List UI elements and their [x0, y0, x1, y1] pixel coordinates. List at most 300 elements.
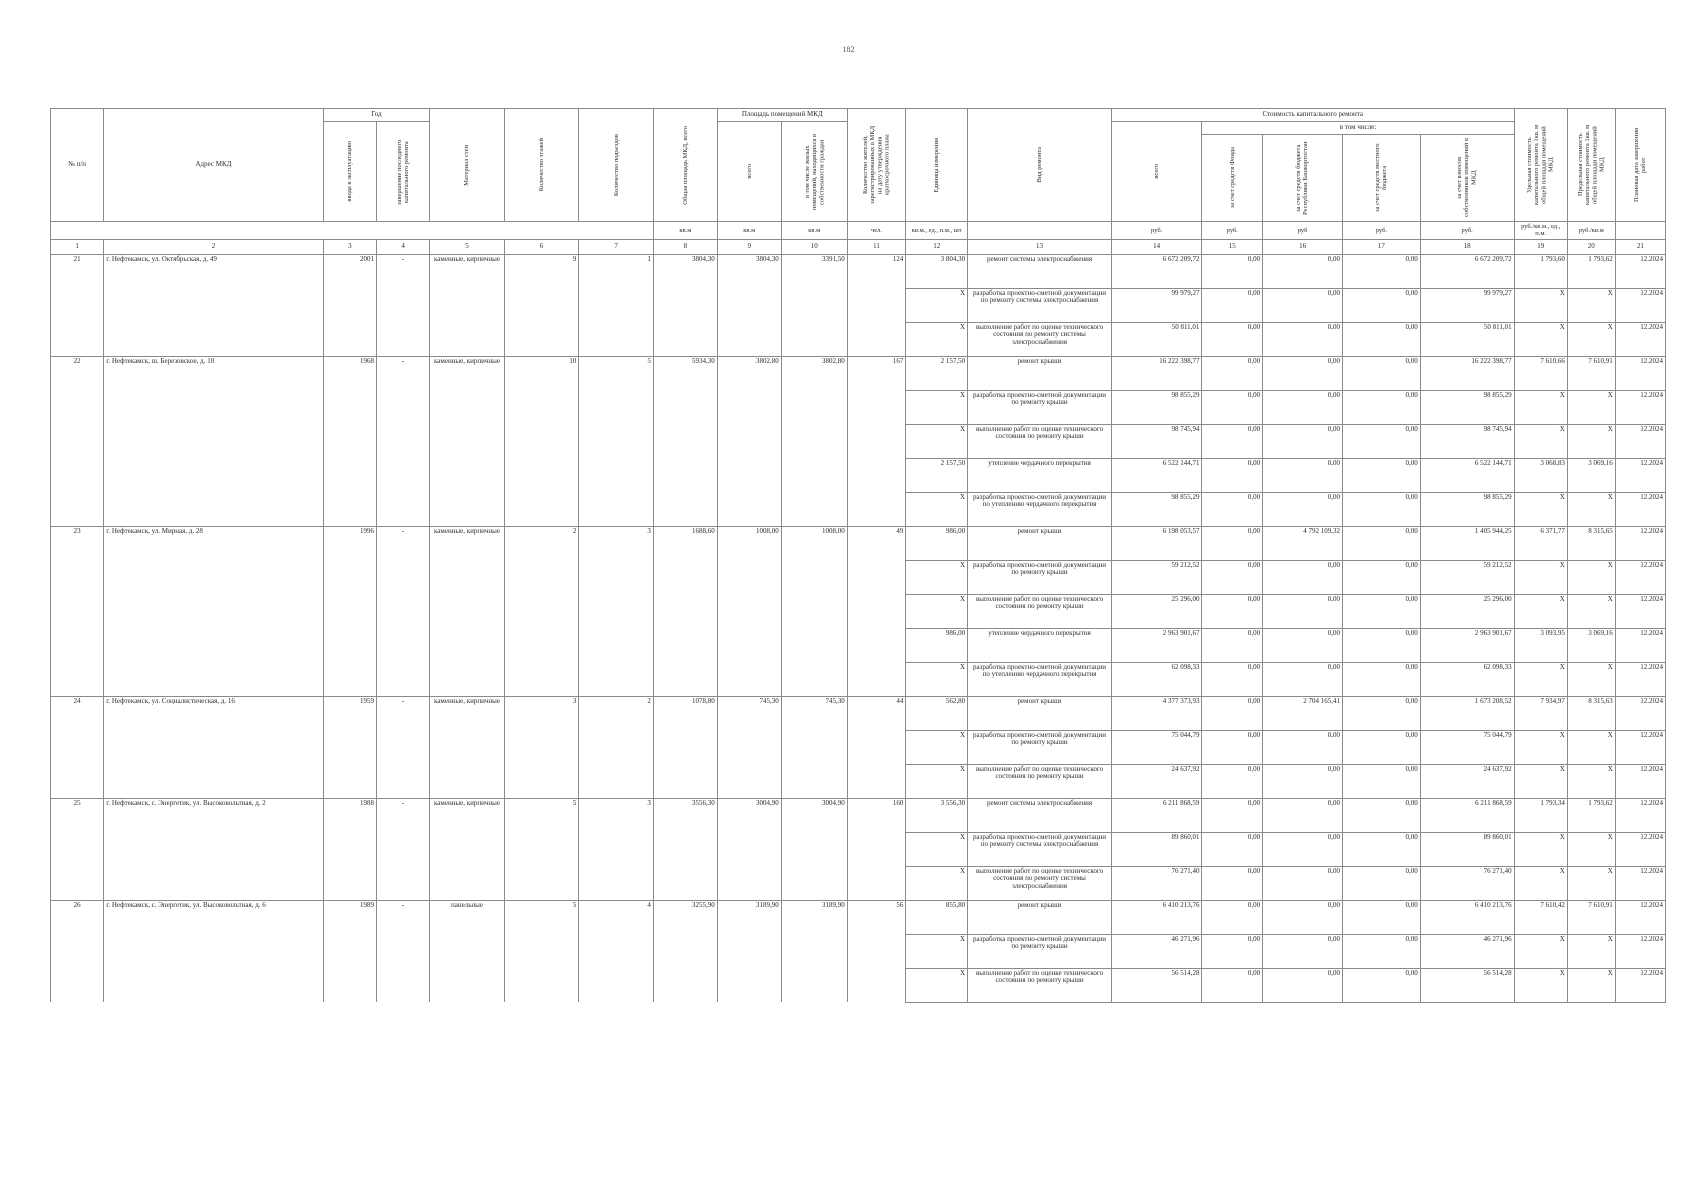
- year-last-repair: -: [376, 900, 429, 934]
- floors-count: 5: [504, 798, 579, 832]
- header-year-last-repair: завершение последнего капитального ремонта: [376, 122, 429, 222]
- floors-count: [504, 492, 579, 526]
- repair-register-table: [50, 108, 1666, 1003]
- deadline: 12.2024: [1615, 900, 1665, 934]
- cost-owners: 1 405 944,25: [1420, 526, 1514, 560]
- year-commission: 1959: [323, 696, 376, 730]
- cost-owners: 6 211 868,59: [1420, 798, 1514, 832]
- deadline: 12.2024: [1615, 764, 1665, 798]
- premises-total: [717, 730, 781, 764]
- cost-local: 0,00: [1343, 662, 1421, 696]
- work-type: разработка проектно-сметной документации по ремонту системы электроснабжения: [968, 288, 1112, 322]
- work-type: утепление чердачного перекрытия: [968, 458, 1112, 492]
- cost-republic: 0,00: [1263, 322, 1343, 356]
- max-cost: X: [1567, 390, 1615, 424]
- year-last-repair: -: [376, 526, 429, 560]
- cost-local: 0,00: [1343, 322, 1421, 356]
- header-max-cost: Предельная стоимость капитального ремонта 1кв. м общей площади помещений МКД: [1567, 109, 1615, 222]
- wall-material: [430, 968, 505, 1002]
- deadline: 12.2024: [1615, 492, 1665, 526]
- cost-fund: 0,00: [1202, 322, 1263, 356]
- table-row: [51, 424, 1666, 458]
- column-number: 18: [1420, 239, 1514, 254]
- cost-owners: 98 855,29: [1420, 390, 1514, 424]
- unit-cell: кв.м: [653, 222, 717, 240]
- cost-total: 24 637,92: [1111, 764, 1202, 798]
- year-commission: [323, 662, 376, 696]
- column-number: 19: [1514, 239, 1567, 254]
- total-area: [653, 968, 717, 1002]
- cost-local: 0,00: [1343, 696, 1421, 730]
- deadline: 12.2024: [1615, 322, 1665, 356]
- cost-owners: 59 212,52: [1420, 560, 1514, 594]
- max-cost: 7 610,91: [1567, 356, 1615, 390]
- cost-total: 75 044,79: [1111, 730, 1202, 764]
- total-area: [653, 730, 717, 764]
- column-number: 11: [847, 239, 906, 254]
- header-cost-fund: за счет средств Фонда: [1202, 135, 1263, 222]
- unit-cost: X: [1514, 288, 1567, 322]
- residents-count: [847, 390, 906, 424]
- house-address: г. Нефтекамск, ул. Социалистическая, д. 16: [104, 696, 323, 730]
- wall-material: [430, 424, 505, 458]
- premises-residential: [781, 458, 847, 492]
- table-row: [51, 288, 1666, 322]
- residents-count: [847, 322, 906, 356]
- work-type: ремонт крыши: [968, 696, 1112, 730]
- cost-total: 89 860,01: [1111, 832, 1202, 866]
- table-row: [51, 458, 1666, 492]
- max-cost: X: [1567, 968, 1615, 1002]
- deadline: 12.2024: [1615, 628, 1665, 662]
- cost-owners: 2 963 901,67: [1420, 628, 1514, 662]
- cost-total: 59 212,52: [1111, 560, 1202, 594]
- work-unit: X: [906, 866, 968, 900]
- cost-local: 0,00: [1343, 288, 1421, 322]
- work-unit: 3 804,30: [906, 254, 968, 288]
- cost-fund: 0,00: [1202, 424, 1263, 458]
- floors-count: [504, 730, 579, 764]
- cost-total: 6 672 209,72: [1111, 254, 1202, 288]
- cost-local: 0,00: [1343, 390, 1421, 424]
- floors-count: 9: [504, 254, 579, 288]
- wall-material: [430, 288, 505, 322]
- deadline: 12.2024: [1615, 288, 1665, 322]
- cost-republic: 0,00: [1263, 968, 1343, 1002]
- table-row: [51, 526, 1666, 560]
- entrances-count: [579, 288, 654, 322]
- wall-material: каменные, кирпичные: [430, 798, 505, 832]
- table-row: [51, 900, 1666, 934]
- premises-total: [717, 322, 781, 356]
- cost-owners: 16 222 398,77: [1420, 356, 1514, 390]
- work-unit: 562,80: [906, 696, 968, 730]
- entrances-count: 3: [579, 526, 654, 560]
- premises-residential: [781, 424, 847, 458]
- cost-local: 0,00: [1343, 764, 1421, 798]
- work-type: выполнение работ по оценке технического состояния по ремонту крыши: [968, 594, 1112, 628]
- year-commission: [323, 390, 376, 424]
- column-number: 5: [430, 239, 505, 254]
- cost-republic: 0,00: [1263, 662, 1343, 696]
- cost-republic: 4 792 109,32: [1263, 526, 1343, 560]
- premises-residential: [781, 288, 847, 322]
- header-unit-cost: Удельная стоимость капитального ремонта 1кв. м общей площади помещений МКД: [1514, 109, 1567, 222]
- table-row: [51, 696, 1666, 730]
- floors-count: 2: [504, 526, 579, 560]
- header-entrances: Количество подъездов: [579, 109, 654, 222]
- entrances-count: [579, 832, 654, 866]
- cost-fund: 0,00: [1202, 934, 1263, 968]
- cost-owners: 76 271,40: [1420, 866, 1514, 900]
- cost-owners: 56 514,28: [1420, 968, 1514, 1002]
- unit-cell: руб: [1263, 222, 1343, 240]
- residents-count: [847, 594, 906, 628]
- cost-owners: 98 855,29: [1420, 492, 1514, 526]
- column-number: 6: [504, 239, 579, 254]
- floors-count: [504, 628, 579, 662]
- residents-count: [847, 662, 906, 696]
- table-row: [51, 390, 1666, 424]
- cost-fund: 0,00: [1202, 458, 1263, 492]
- cost-republic: 0,00: [1263, 424, 1343, 458]
- deadline: 12.2024: [1615, 662, 1665, 696]
- premises-total: 3004,90: [717, 798, 781, 832]
- entrances-count: [579, 322, 654, 356]
- floors-count: [504, 390, 579, 424]
- house-address: [104, 866, 323, 900]
- year-commission: [323, 730, 376, 764]
- header-cost-republic: за счет средств бюджета Республики Башкортостан: [1263, 135, 1343, 222]
- max-cost: X: [1567, 934, 1615, 968]
- deadline: 12.2024: [1615, 458, 1665, 492]
- max-cost: 3 069,16: [1567, 628, 1615, 662]
- residents-count: [847, 288, 906, 322]
- premises-residential: 3802,80: [781, 356, 847, 390]
- work-unit: X: [906, 390, 968, 424]
- header-year-commission: ввода в эксплуатацию: [323, 122, 376, 222]
- unit-cost: 7 610,42: [1514, 900, 1567, 934]
- house-address: [104, 288, 323, 322]
- cost-total: 6 211 868,59: [1111, 798, 1202, 832]
- year-commission: [323, 458, 376, 492]
- entrances-count: [579, 594, 654, 628]
- year-last-repair: -: [376, 798, 429, 832]
- cost-republic: 0,00: [1263, 492, 1343, 526]
- total-area: 3556,30: [653, 798, 717, 832]
- header-premises-residential: в том числе жилых помещений, находящихся в собственности граждан: [781, 122, 847, 222]
- floors-count: [504, 832, 579, 866]
- table-row: [51, 730, 1666, 764]
- unit-cell: кв.м: [717, 222, 781, 240]
- wall-material: [430, 492, 505, 526]
- entrances-count: 1: [579, 254, 654, 288]
- year-last-repair: [376, 934, 429, 968]
- house-address: [104, 560, 323, 594]
- work-unit: X: [906, 662, 968, 696]
- wall-material: [430, 866, 505, 900]
- work-type: выполнение работ по оценке технического состояния по ремонту крыши: [968, 968, 1112, 1002]
- deadline: 12.2024: [1615, 424, 1665, 458]
- premises-total: [717, 288, 781, 322]
- cost-owners: 62 098,33: [1420, 662, 1514, 696]
- header-residents: Количество жителей, зарегистрированных в МКД на дату утверждения краткосрочного плана: [847, 109, 906, 222]
- house-address: [104, 322, 323, 356]
- cost-owners: 75 044,79: [1420, 730, 1514, 764]
- max-cost: 8 315,63: [1567, 696, 1615, 730]
- house-num: 21: [51, 254, 104, 288]
- unit-cost: 6 371,77: [1514, 526, 1567, 560]
- entrances-count: 2: [579, 696, 654, 730]
- wall-material: [430, 662, 505, 696]
- max-cost: X: [1567, 832, 1615, 866]
- floors-count: [504, 934, 579, 968]
- entrances-count: [579, 934, 654, 968]
- wall-material: [430, 934, 505, 968]
- max-cost: X: [1567, 594, 1615, 628]
- floors-count: [504, 594, 579, 628]
- total-area: 5934,30: [653, 356, 717, 390]
- wall-material: [430, 628, 505, 662]
- work-type: ремонт системы электроснабжения: [968, 254, 1112, 288]
- cost-republic: 0,00: [1263, 900, 1343, 934]
- max-cost: 1 793,62: [1567, 254, 1615, 288]
- total-area: [653, 934, 717, 968]
- column-number-row: [51, 239, 1666, 254]
- column-number: 16: [1263, 239, 1343, 254]
- cost-local: 0,00: [1343, 560, 1421, 594]
- unit-cost: 7 610,66: [1514, 356, 1567, 390]
- column-number: 15: [1202, 239, 1263, 254]
- total-area: [653, 458, 717, 492]
- unit-cost: X: [1514, 764, 1567, 798]
- cost-fund: 0,00: [1202, 390, 1263, 424]
- residents-count: [847, 764, 906, 798]
- year-last-repair: -: [376, 356, 429, 390]
- cost-total: 46 271,96: [1111, 934, 1202, 968]
- wall-material: [430, 322, 505, 356]
- residents-count: [847, 628, 906, 662]
- entrances-count: 4: [579, 900, 654, 934]
- house-address: [104, 662, 323, 696]
- entrances-count: [579, 560, 654, 594]
- deadline: 12.2024: [1615, 934, 1665, 968]
- max-cost: X: [1567, 662, 1615, 696]
- column-number: 20: [1567, 239, 1615, 254]
- header-row-1: [51, 109, 1666, 122]
- unit-cell: руб.: [1111, 222, 1202, 240]
- premises-residential: 3189,90: [781, 900, 847, 934]
- cost-republic: 0,00: [1263, 356, 1343, 390]
- entrances-count: [579, 968, 654, 1002]
- premises-residential: [781, 390, 847, 424]
- house-num: 22: [51, 356, 104, 390]
- floors-count: [504, 458, 579, 492]
- cost-total: 25 296,00: [1111, 594, 1202, 628]
- column-number: 4: [376, 239, 429, 254]
- entrances-count: 3: [579, 798, 654, 832]
- max-cost: X: [1567, 730, 1615, 764]
- total-area: [653, 662, 717, 696]
- premises-total: 3189,90: [717, 900, 781, 934]
- unit-cost: X: [1514, 560, 1567, 594]
- year-last-repair: [376, 594, 429, 628]
- wall-material: [430, 594, 505, 628]
- residents-count: [847, 934, 906, 968]
- residents-count: [847, 424, 906, 458]
- deadline: 12.2024: [1615, 798, 1665, 832]
- house-num: [51, 322, 104, 356]
- residents-count: 49: [847, 526, 906, 560]
- cost-fund: 0,00: [1202, 594, 1263, 628]
- cost-republic: 0,00: [1263, 254, 1343, 288]
- premises-residential: [781, 832, 847, 866]
- house-num: [51, 764, 104, 798]
- premises-residential: [781, 628, 847, 662]
- year-last-repair: [376, 390, 429, 424]
- unit-cost: X: [1514, 968, 1567, 1002]
- house-num: [51, 492, 104, 526]
- floors-count: [504, 968, 579, 1002]
- unit-cell: кв.м: [781, 222, 847, 240]
- house-num: [51, 458, 104, 492]
- work-type: выполнение работ по оценке технического состояния по ремонту крыши: [968, 764, 1112, 798]
- year-commission: [323, 322, 376, 356]
- residents-count: [847, 730, 906, 764]
- premises-total: [717, 560, 781, 594]
- cost-fund: 0,00: [1202, 254, 1263, 288]
- unit-cost: X: [1514, 866, 1567, 900]
- premises-residential: 1008,00: [781, 526, 847, 560]
- floors-count: 10: [504, 356, 579, 390]
- deadline: 12.2024: [1615, 866, 1665, 900]
- premises-total: [717, 594, 781, 628]
- house-address: [104, 934, 323, 968]
- work-unit: 986,00: [906, 526, 968, 560]
- header-year-group: Год: [323, 109, 430, 122]
- total-area: [653, 594, 717, 628]
- cost-total: 99 979,27: [1111, 288, 1202, 322]
- max-cost: X: [1567, 322, 1615, 356]
- entrances-count: [579, 662, 654, 696]
- floors-count: [504, 764, 579, 798]
- total-area: 1078,80: [653, 696, 717, 730]
- premises-total: 1008,00: [717, 526, 781, 560]
- column-number: 7: [579, 239, 654, 254]
- wall-material: каменные, кирпичные: [430, 356, 505, 390]
- year-last-repair: [376, 662, 429, 696]
- unit-cost: X: [1514, 832, 1567, 866]
- year-last-repair: [376, 628, 429, 662]
- floors-count: [504, 560, 579, 594]
- house-num: [51, 968, 104, 1002]
- wall-material: [430, 832, 505, 866]
- unit-cell: чел.: [847, 222, 906, 240]
- cost-republic: 0,00: [1263, 730, 1343, 764]
- total-area: 3804,30: [653, 254, 717, 288]
- residents-count: [847, 492, 906, 526]
- deadline: 12.2024: [1615, 390, 1665, 424]
- cost-local: 0,00: [1343, 526, 1421, 560]
- work-type: выполнение работ по оценке технического состояния по ремонту системы электроснабжения: [968, 322, 1112, 356]
- year-commission: 1988: [323, 798, 376, 832]
- entrances-count: [579, 390, 654, 424]
- cost-fund: 0,00: [1202, 288, 1263, 322]
- premises-total: [717, 866, 781, 900]
- units-row: [51, 222, 1666, 240]
- entrances-count: [579, 628, 654, 662]
- deadline: 12.2024: [1615, 696, 1665, 730]
- house-address: г. Нефтекамск, ул. Октябрьская, д. 49: [104, 254, 323, 288]
- work-type: ремонт крыши: [968, 526, 1112, 560]
- floors-count: [504, 322, 579, 356]
- table-row: [51, 934, 1666, 968]
- year-last-repair: [376, 492, 429, 526]
- house-num: [51, 628, 104, 662]
- max-cost: 1 793,62: [1567, 798, 1615, 832]
- house-num: 24: [51, 696, 104, 730]
- column-number: 14: [1111, 239, 1202, 254]
- cost-owners: 25 296,00: [1420, 594, 1514, 628]
- premises-residential: [781, 730, 847, 764]
- header-cost-owners: за счет взносов собственников помещений в МКД: [1420, 135, 1514, 222]
- entrances-count: [579, 764, 654, 798]
- total-area: [653, 560, 717, 594]
- cost-owners: 46 271,96: [1420, 934, 1514, 968]
- house-num: [51, 866, 104, 900]
- cost-total: 16 222 398,77: [1111, 356, 1202, 390]
- cost-republic: 0,00: [1263, 594, 1343, 628]
- premises-total: [717, 662, 781, 696]
- house-address: г. Нефтекамск, ш. Березовское, д. 10: [104, 356, 323, 390]
- cost-fund: 0,00: [1202, 866, 1263, 900]
- wall-material: [430, 730, 505, 764]
- premises-total: [717, 934, 781, 968]
- total-area: [653, 832, 717, 866]
- premises-residential: [781, 492, 847, 526]
- header-cost-incl: в том числе:: [1202, 122, 1514, 135]
- total-area: [653, 322, 717, 356]
- cost-republic: 0,00: [1263, 628, 1343, 662]
- cost-local: 0,00: [1343, 458, 1421, 492]
- residents-count: 56: [847, 900, 906, 934]
- cost-owners: 6 522 144,71: [1420, 458, 1514, 492]
- floors-count: [504, 662, 579, 696]
- table-row: [51, 866, 1666, 900]
- residents-count: [847, 832, 906, 866]
- house-num: [51, 594, 104, 628]
- column-number: 12: [906, 239, 968, 254]
- work-unit: 3 556,30: [906, 798, 968, 832]
- total-area: [653, 492, 717, 526]
- year-commission: 1996: [323, 526, 376, 560]
- cost-local: 0,00: [1343, 798, 1421, 832]
- year-last-repair: [376, 730, 429, 764]
- premises-residential: [781, 322, 847, 356]
- cost-local: 0,00: [1343, 900, 1421, 934]
- deadline: 12.2024: [1615, 730, 1665, 764]
- work-unit: X: [906, 934, 968, 968]
- cost-local: 0,00: [1343, 424, 1421, 458]
- premises-residential: [781, 968, 847, 1002]
- floors-count: [504, 866, 579, 900]
- house-address: [104, 764, 323, 798]
- year-commission: [323, 866, 376, 900]
- cost-owners: 6 672 209,72: [1420, 254, 1514, 288]
- deadline: 12.2024: [1615, 832, 1665, 866]
- total-area: [653, 390, 717, 424]
- entrances-count: [579, 492, 654, 526]
